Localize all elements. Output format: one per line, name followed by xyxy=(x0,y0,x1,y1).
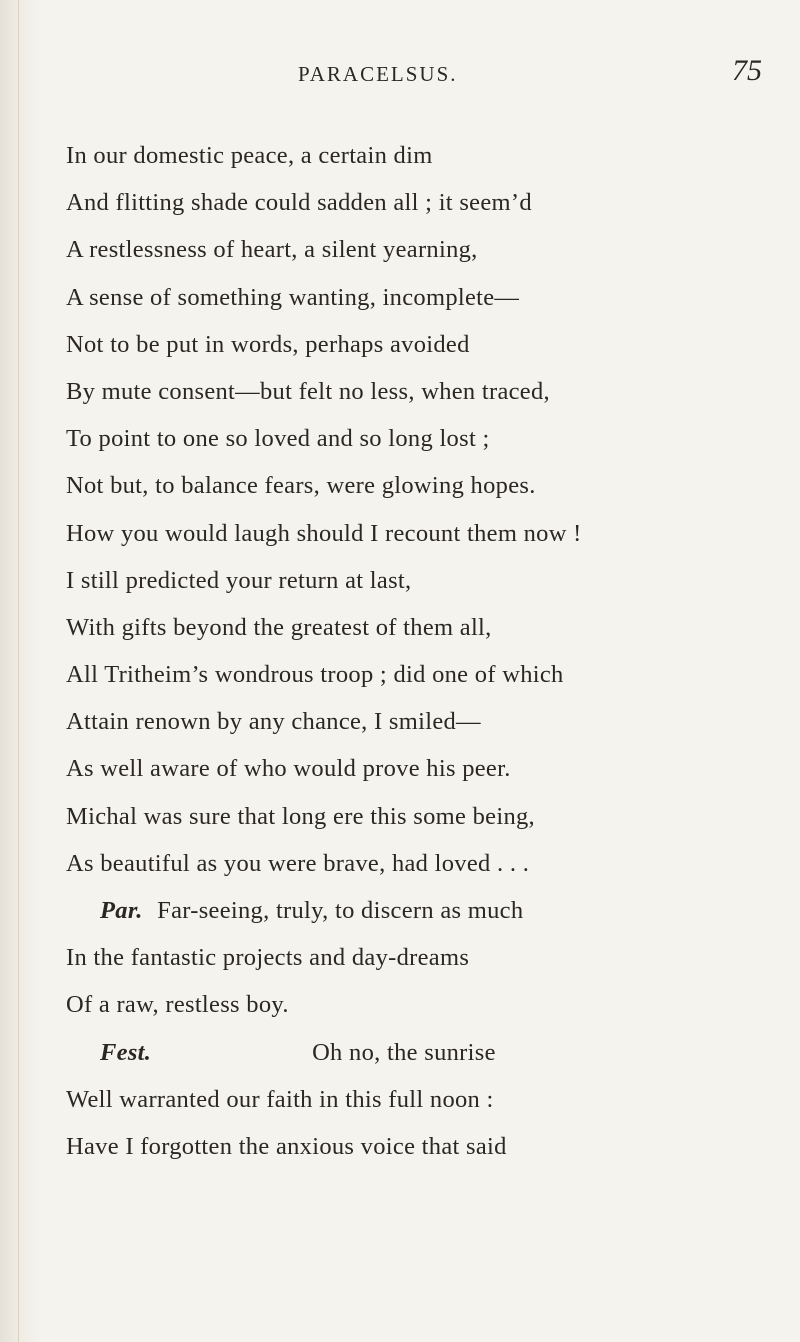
verse-line: Have I forgotten the anxious voice that said xyxy=(66,1132,507,1160)
verse-line: Michal was sure that long ere this some being, xyxy=(66,802,535,830)
speech-line-fest xyxy=(66,1029,766,1076)
verse-line: And flitting shade could sadden all ; it seem’d xyxy=(66,189,532,217)
page-header xyxy=(0,54,800,94)
page-number: 75 xyxy=(732,54,762,87)
speech-text: Oh no, the sunrise xyxy=(312,1038,496,1066)
verse-line: A sense of something wanting, incomplete— xyxy=(66,283,520,311)
verse-line: By mute consent—but felt no less, when traced, xyxy=(66,377,550,405)
verse-line: I still predicted your return at last, xyxy=(66,566,412,594)
verse-line: Attain renown by any chance, I smiled— xyxy=(66,708,481,736)
page-gutter xyxy=(0,0,40,1342)
verse-line: As beautiful as you were brave, had loved . . . xyxy=(66,849,530,877)
verse-line: In the fantastic projects and day-dreams xyxy=(66,944,470,972)
verse-line: Not but, to balance fears, were glowing hopes. xyxy=(66,472,536,500)
verse-line: With gifts beyond the greatest of them all, xyxy=(66,613,492,641)
verse-block xyxy=(66,132,766,1170)
verse-line: How you would laugh should I recount them now ! xyxy=(66,519,582,547)
verse-line: Not to be put in words, perhaps avoided xyxy=(66,330,470,358)
verse-line: A restlessness of heart, a silent yearning, xyxy=(66,236,478,264)
verse-line: Well warranted our faith in this full noon : xyxy=(66,1085,494,1113)
speech-line-par xyxy=(66,887,766,934)
speaker-label: Par. xyxy=(100,897,143,924)
verse-line: Of a raw, restless boy. xyxy=(66,991,289,1019)
verse-line: To point to one so loved and so long lost ; xyxy=(66,425,490,453)
gutter-rule xyxy=(18,0,19,1342)
verse-line: As well aware of who would prove his peer. xyxy=(66,755,511,783)
verse-line: In our domestic peace, a certain dim xyxy=(66,142,433,169)
verse-line: All Tritheim’s wondrous troop ; did one of which xyxy=(66,661,564,689)
running-title: PARACELSUS. xyxy=(298,62,458,86)
speech-text: Far-seeing, truly, to discern as much xyxy=(157,897,524,924)
speaker-label: Fest. xyxy=(100,1038,152,1066)
